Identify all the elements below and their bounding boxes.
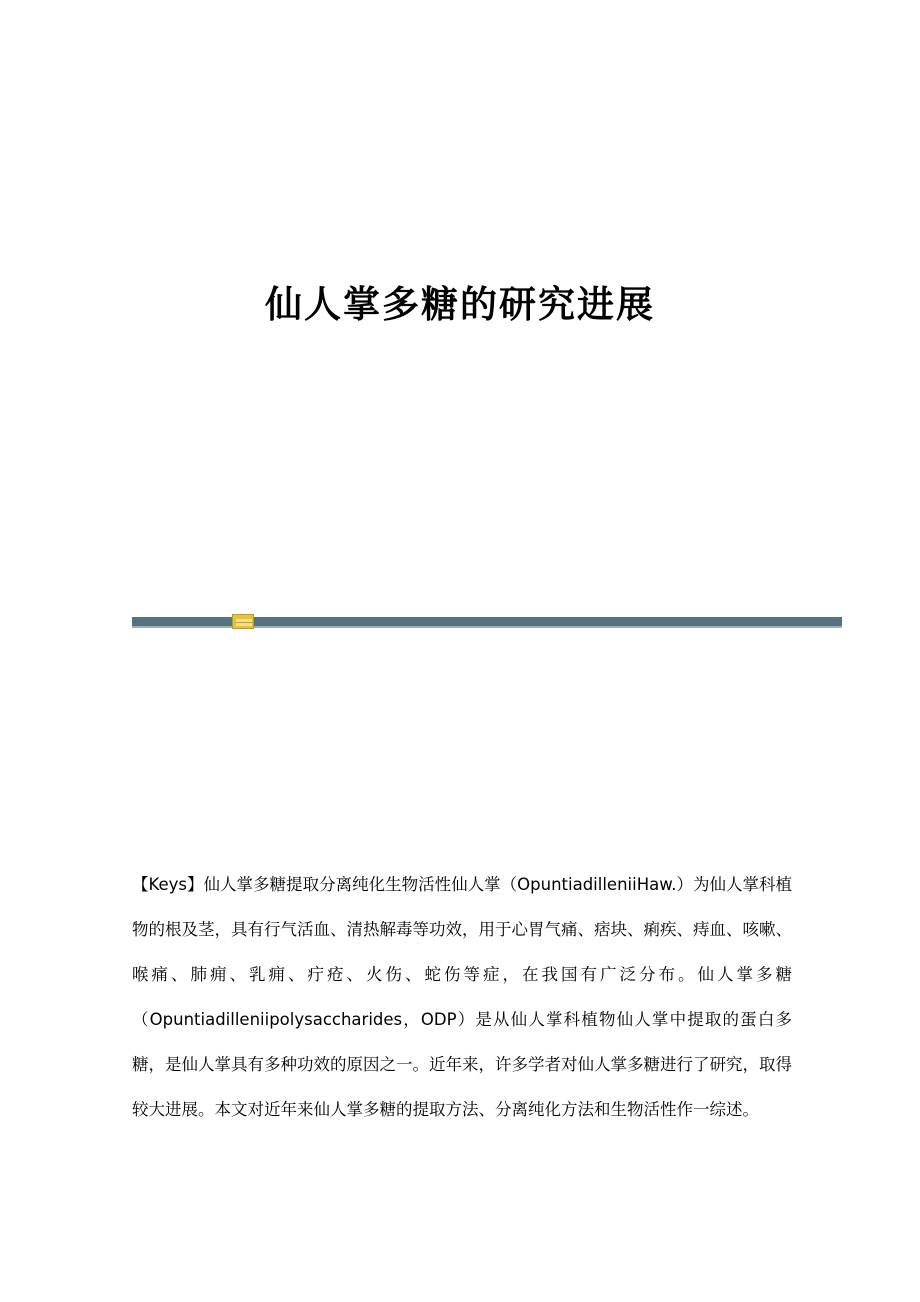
abstract-paragraph: 【Keys】仙人掌多糖提取分离纯化生物活性仙人掌（OpuntiadilleniiHaw.）为仙人掌科植物的根及茎，具有行气活血、清热解毒等功效，用于心胃气痛、痞块、痢疾、痔血、咳嗽、喉痛、肺痈、乳痈、疔疮、火伤、蛇伤等症，在我国有广泛分布。仙人掌多糖（Opuntiadilleniipolysaccharides，ODP）是从仙人掌科植物仙人掌中提取的蛋白多糖，是仙人掌具有多种功效的原因之一。近年来，许多学者对仙人掌多糖进行了研究，取得较大进展。本文对近年来仙人掌多糖的提取方法、分离纯化方法和生物活性作一综述。 — [132, 874, 792, 1119]
page-title: 仙人掌多糖的研究进展 — [265, 282, 655, 326]
decorative-divider — [132, 612, 842, 630]
divider-gem-icon — [232, 614, 254, 629]
divider-gem-line — [235, 622, 253, 623]
